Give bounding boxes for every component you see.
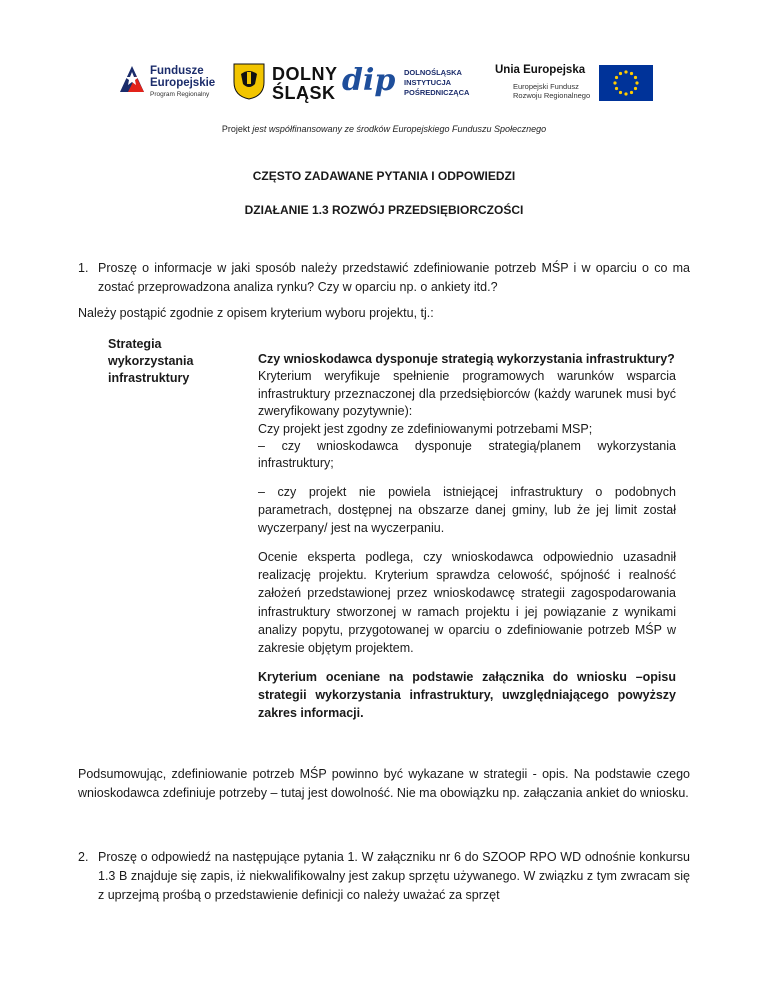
criterion-p1: Kryterium weryfikuje spełnienie programowych warunków wsparcia infrastruktury przeznaczonej dla przedsiębiorców (każdy warunek musi być zweryfikowany pozytywnie):	[258, 369, 676, 419]
question-1-number: 1.	[78, 261, 89, 275]
question-2-number: 2.	[78, 850, 89, 864]
dip-name-3: POŚREDNICZĄCA	[404, 88, 470, 97]
criterion-name-3: infrastruktury	[108, 371, 190, 385]
cofinancing-note	[0, 124, 768, 134]
dip-name-1: DOLNOŚLĄSKA	[404, 68, 462, 77]
coat-of-arms-icon	[232, 62, 266, 100]
cofinancing-text: jest współfinansowany ze środków Europejskiego Funduszu Społecznego	[252, 124, 547, 134]
criterion-p4: – czy projekt nie powiela istniejącej infrastruktury o podobnych parametrach, dostępnej na obszarze danej gminy, lub że jej limit został wyczerpany/ jest na wyczerpaniu.	[258, 484, 676, 536]
action-heading: DZIAŁANIE 1.3 ROZWÓJ PRZEDSIĘBIORCZOŚCI	[244, 203, 524, 217]
criterion-p3: – czy wnioskodawca dysponuje strategią/planem wykorzystania infrastruktury;	[258, 439, 676, 471]
logo-bar	[0, 60, 768, 108]
fe-program: Program Regionalny	[150, 91, 210, 98]
fe-name-2: Europejskie	[150, 77, 216, 89]
criterion-description	[258, 351, 676, 722]
dip-mark: dip	[342, 63, 396, 98]
question-2	[78, 848, 690, 905]
criterion-title: Czy wnioskodawca dysponuje strategią wykorzystania infrastruktury?	[258, 352, 675, 366]
criterion-name-2: wykorzystania	[108, 354, 194, 368]
fe-name-1: Fundusze	[150, 65, 204, 77]
criterion-name	[108, 336, 228, 387]
fundusze-europejskie-logo	[118, 60, 223, 108]
cofinancing-prefix: Projekt	[221, 124, 250, 134]
dip-name-2: INSTYTUCJA	[404, 78, 452, 87]
ds-name-2: ŚLĄSK	[272, 83, 336, 103]
criterion-p5: Ocenie eksperta podlega, czy wnioskodawca odpowiednio uzasadnił realizację projektu. Kryterium sprawdza celowość, spójność i realność założeń przedstawionej przez wnioskodawcę strategii zagospodarowania infrastruktury stworzonej w ramach projektu i jej powiązanie z wynikami analizy popytu, przygotowanej w oparciu o zdefiniowanie potrzeb MŚP w zakresie objętym projektem.	[258, 549, 676, 656]
criterion-p6: Kryterium oceniane na podstawie załącznika do wniosku –opisu strategii wykorzystania infrastruktury, uwzględniającego powyższy zakres informacji.	[258, 669, 676, 721]
eu-name: Unia Europejska	[495, 64, 586, 76]
question-2-text: Proszę o odpowiedź na następujące pytania 1. W załączniku nr 6 do SZOOP RPO WD odnośnie konkursu 1.3 B znajduje się zapis, iż niekwalifikowalny jest zakup sprzętu używanego. W związku z tym zwracam się z uprzejmą prośbą o przedstawienie definicji co należy uważać za sprzęt	[98, 850, 690, 902]
ds-name-1: DOLNY	[272, 64, 338, 84]
faq-heading: CZĘSTO ZADAWANE PYTANIA I ODPOWIEDZI	[252, 169, 516, 183]
eu-flag-icon	[599, 65, 653, 101]
answer-intro: Należy postąpić zgodnie z opisem kryterium wyboru projektu, tj.:	[78, 306, 434, 320]
criterion-name-1: Strategia	[108, 337, 162, 351]
eu-fund-2: Rozwoju Regionalnego	[513, 91, 591, 100]
question-1	[78, 259, 690, 297]
question-1-text: Proszę o informacje w jaki sposób należy przedstawić zdefiniowanie potrzeb MŚP i w oparciu o co ma zostać przeprowadzona analiza rynku? Czy w oparciu np. o ankiety itd.?	[98, 261, 690, 294]
eu-logo	[495, 60, 655, 108]
summary-paragraph: Podsumowując, zdefiniowanie potrzeb MŚP powinno być wykazane w strategii - opis. Na podstawie czego wnioskodawca zdefiniuje potrzeby – tutaj jest dowolność. Nie ma obowiązku np. załączania ankiet do wniosku.	[78, 767, 690, 800]
eu-fund-1: Europejski Fundusz	[513, 82, 579, 91]
dip-logo	[342, 60, 487, 108]
fe-star-icon	[118, 62, 146, 96]
criterion-p2: Czy projekt jest zgodny ze zdefiniowanymi potrzebami MSP;	[258, 421, 593, 436]
dolny-slask-logo	[232, 60, 338, 108]
